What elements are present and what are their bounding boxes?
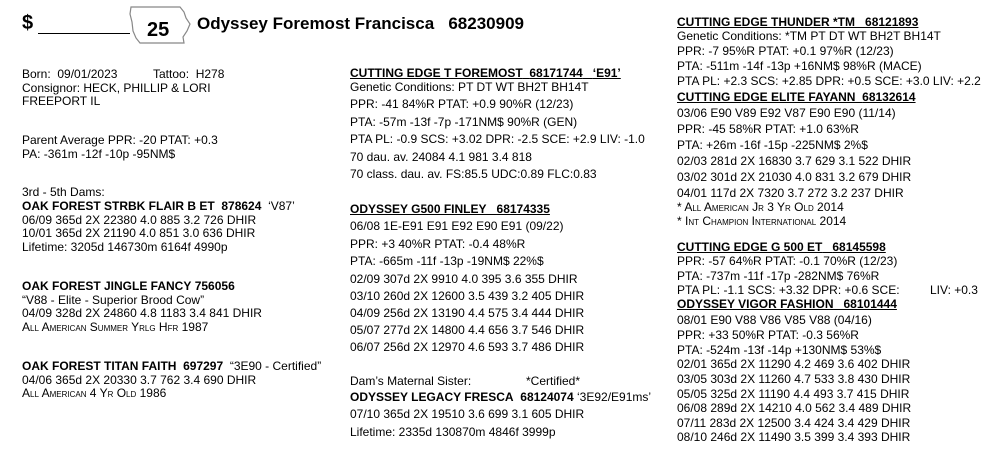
sister-lifetime: Lifetime: 2335d 130870m 4846f 3999p xyxy=(350,425,556,439)
lot-number: 25 xyxy=(147,19,170,41)
sire-sire-reg: 68121893 xyxy=(865,15,919,29)
sire-dam-award-1: * All American Jr 3 Yr Old 2014 xyxy=(677,200,844,214)
sister-heading: Dam’s Maternal Sister: xyxy=(350,374,472,388)
dam-dam-ppr: PPR: +33 50%R PTAT: -0.3 56%R xyxy=(677,328,859,342)
sire-dam-name-line xyxy=(677,91,916,103)
dam-dam-record-1: 02/01 365d 2X 11290 4.2 469 3.6 402 DHIR xyxy=(677,357,911,371)
dam-dam-pta: PTA: -524m -13f -14p +130NM$ 53%$ xyxy=(677,343,882,357)
dam-sire-reg: 68145598 xyxy=(832,240,886,254)
dam-dam-reg: 68101444 xyxy=(843,297,897,311)
sister-cert: *Certified* xyxy=(526,374,581,388)
dam1-name-line xyxy=(22,200,295,212)
dam1-reg: 878624 xyxy=(221,199,262,213)
dam3-award: All American 4 Yr Old 1986 xyxy=(22,386,167,400)
dam-dam-record-3: 05/05 325d 2X 11190 4.4 493 3.7 415 DHIR xyxy=(677,387,910,401)
sire-dam-name: CUTTING EDGE ELITE FAYANN xyxy=(677,90,856,104)
sire-pta-pl: PTA PL: -0.9 SCS: +3.02 DPR: -2.5 SCE: +2.9 LIV: -1.0 xyxy=(350,132,645,146)
sire-class-avg: 70 class. dau. av. FS:85.5 UDC:0.89 FLC:0.83 xyxy=(350,167,597,181)
dam-sire-ppr: PPR: -57 64%R PTAT: -0.1 70%R (12/23) xyxy=(677,254,898,268)
dam2-reg: 756056 xyxy=(194,279,235,293)
dam-record-4: 05/07 277d 2X 14800 4.4 656 3.7 546 DHIR xyxy=(350,323,585,337)
animal-title xyxy=(197,14,524,34)
sire-sire-pta-pl: PTA PL: +2.3 SCS: +2.85 DPR: +0.5 SCE: +3.0 LIV: +2.2 xyxy=(677,74,981,88)
dam-sire-pta: PTA: -737m -11f -17p -282NM$ 76%R xyxy=(677,269,880,283)
sire-genetic: Genetic Conditions: PT DT WT BH2T BH14T xyxy=(350,80,589,94)
dam-dam-name-line xyxy=(677,298,897,310)
dam-sire-name: CUTTING EDGE G 500 ET xyxy=(677,240,823,254)
animal-name: Odyssey Foremost Francisca xyxy=(197,14,435,33)
price-dollar-sign: $ xyxy=(22,12,34,34)
sire-pta: PTA: -57m -13f -7p -171NM$ 90%R (GEN) xyxy=(350,115,578,129)
dam2-desc: “V88 - Elite - Superior Brood Cow” xyxy=(22,293,205,307)
dam-dam-class: 08/01 E90 V88 V86 V85 V88 (04/16) xyxy=(677,313,872,327)
consignor: Consignor: HECK, PHILLIP & LORI xyxy=(22,81,211,95)
sister-reg: 68124074 xyxy=(520,390,574,404)
sire-name-line xyxy=(350,67,621,79)
dam-sire-pta-pl: PTA PL: -1.1 SCS: +3.32 DPR: +0.6 SCE: xyxy=(677,283,900,297)
dam1-name: OAK FOREST STRBK FLAIR B ET xyxy=(22,199,215,213)
sire-sire-name: CUTTING EDGE THUNDER *TM xyxy=(677,15,855,29)
dam-record-2: 03/10 260d 2X 12600 3.5 439 3.2 405 DHIR xyxy=(350,289,585,303)
dam-sire-liv: LIV: +0.3 xyxy=(930,283,978,297)
sire-dam-record-1: 02/03 281d 2X 16830 3.7 629 3.1 522 DHIR xyxy=(677,154,912,168)
sire-sire-pta: PTA: -511m -14f -13p +16NM$ 98%R (MACE) xyxy=(677,59,922,73)
dam1-record-2: 10/01 365d 2X 21190 4.0 851 3.0 636 DHIR xyxy=(22,226,256,240)
sire-name: CUTTING EDGE T FOREMOST xyxy=(350,66,523,80)
sire-dam-record-2: 03/02 301d 2X 21030 4.0 831 3.2 679 DHIR xyxy=(677,170,912,184)
dam3-desc: “3E90 - Certified” xyxy=(229,359,322,373)
dam-pta: PTA: -665m -11f -13p -19NM$ 22%$ xyxy=(350,254,544,268)
dam3-name: OAK FOREST TITAN FAITH xyxy=(22,359,177,373)
animal-reg-number: 68230909 xyxy=(448,14,524,33)
dam2-name: OAK FOREST JINGLE FANCY xyxy=(22,279,192,293)
sire-sire-name-line xyxy=(677,16,918,28)
sister-record-1: 07/10 365d 2X 19510 3.6 699 3.1 605 DHIR xyxy=(350,407,585,421)
dam1-record-1: 06/09 365d 2X 22380 4.0 885 3.2 726 DHIR xyxy=(22,213,257,227)
dam-ppr: PPR: +3 40%R PTAT: -0.4 48%R xyxy=(350,237,526,251)
sister-name: ODYSSEY LEGACY FRESCA xyxy=(350,390,514,404)
tattoo-value: H278 xyxy=(195,67,225,81)
dam-dam-name: ODYSSEY VIGOR FASHION xyxy=(677,297,834,311)
sire-reg: 68171744 xyxy=(529,66,583,80)
sire-ppr: PPR: -41 84%R PTAT: +0.9 90%R (12/23) xyxy=(350,97,574,111)
dam-dam-record-5: 07/11 283d 2X 12500 3.4 424 3.4 429 DHIR xyxy=(677,416,911,430)
sire-dam-pta: PTA: +26m -16f -15p -225NM$ 2%$ xyxy=(677,138,868,152)
dam-record-5: 06/07 256d 2X 12970 4.6 593 3.7 486 DHIR xyxy=(350,340,585,354)
sire-dam-ppr: PPR: -45 58%R PTAT: +1.0 63%R xyxy=(677,122,859,136)
dam-name: ODYSSEY G500 FINLEY xyxy=(350,202,487,216)
sire-dam-award-2: * Int Champion International 2014 xyxy=(677,214,847,228)
dam2-name-line xyxy=(22,280,235,292)
tattoo-label: Tattoo: xyxy=(153,67,190,81)
sire-sire-genetic: Genetic Conditions: *TM PT DT WT BH2T BH14T xyxy=(677,29,941,43)
dam-record-1: 02/09 307d 2X 9910 4.0 395 3.6 355 DHIR xyxy=(350,272,578,286)
born-line xyxy=(22,68,117,80)
dam1-score: ‘V87’ xyxy=(268,199,295,213)
sire-dau-avg: 70 dau. av. 24084 4.1 981 3.4 818 xyxy=(350,150,532,164)
dam-class: 06/08 1E-E91 E91 E92 E90 E91 (09/22) xyxy=(350,219,564,233)
sister-name-line xyxy=(350,391,651,403)
price-blank-line[interactable] xyxy=(38,33,130,34)
parent-average: Parent Average PPR: -20 PTAT: +0.3 xyxy=(22,133,218,147)
sire-dam-record-3: 04/01 117d 2X 7320 3.7 272 3.2 237 DHIR xyxy=(677,186,904,200)
sire-score: ‘E91’ xyxy=(592,66,621,80)
dam3-record-1: 04/06 365d 2X 20330 3.7 762 3.4 690 DHIR xyxy=(22,373,257,387)
born-label: Born: xyxy=(22,67,51,81)
dam1-lifetime: Lifetime: 3205d 146730m 6164f 4990p xyxy=(22,240,228,254)
dam2-award: All American Summer Yrlg Hfr 1987 xyxy=(22,320,209,334)
dam-sire-name-line xyxy=(677,241,886,253)
tattoo-line xyxy=(153,68,224,80)
dam2-record-1: 04/09 328d 2X 24860 4.8 1183 3.4 841 DHIR xyxy=(22,306,262,320)
dam-name-line xyxy=(350,203,550,215)
dams-heading: 3rd - 5th Dams: xyxy=(22,185,105,199)
sire-dam-class: 03/06 E90 V89 E92 V87 E90 E90 (11/14) xyxy=(677,106,896,120)
sister-score: ‘3E92/E91ms’ xyxy=(577,390,652,404)
dam-dam-record-6: 08/10 246d 2X 11490 3.5 399 3.4 393 DHIR xyxy=(677,430,911,444)
dam3-reg: 697297 xyxy=(183,359,224,373)
dam-dam-record-4: 06/08 289d 2X 14210 4.0 562 3.4 489 DHIR xyxy=(677,401,912,415)
born-date: 09/01/2023 xyxy=(57,67,118,81)
location: FREEPORT IL xyxy=(22,94,101,108)
dam-record-3: 04/09 256d 2X 13190 4.4 575 3.4 444 DHIR xyxy=(350,306,585,320)
sire-dam-reg: 68132614 xyxy=(862,90,916,104)
sire-sire-ppr: PPR: -7 95%R PTAT: +0.1 97%R (12/23) xyxy=(677,44,894,58)
dam-reg: 68174335 xyxy=(496,202,550,216)
dam-dam-record-2: 03/05 303d 2X 11260 4.7 533 3.8 430 DHIR xyxy=(677,372,911,386)
pa-line: PA: -361m -12f -10p -95NM$ xyxy=(22,147,176,161)
dam3-name-line xyxy=(22,360,321,372)
